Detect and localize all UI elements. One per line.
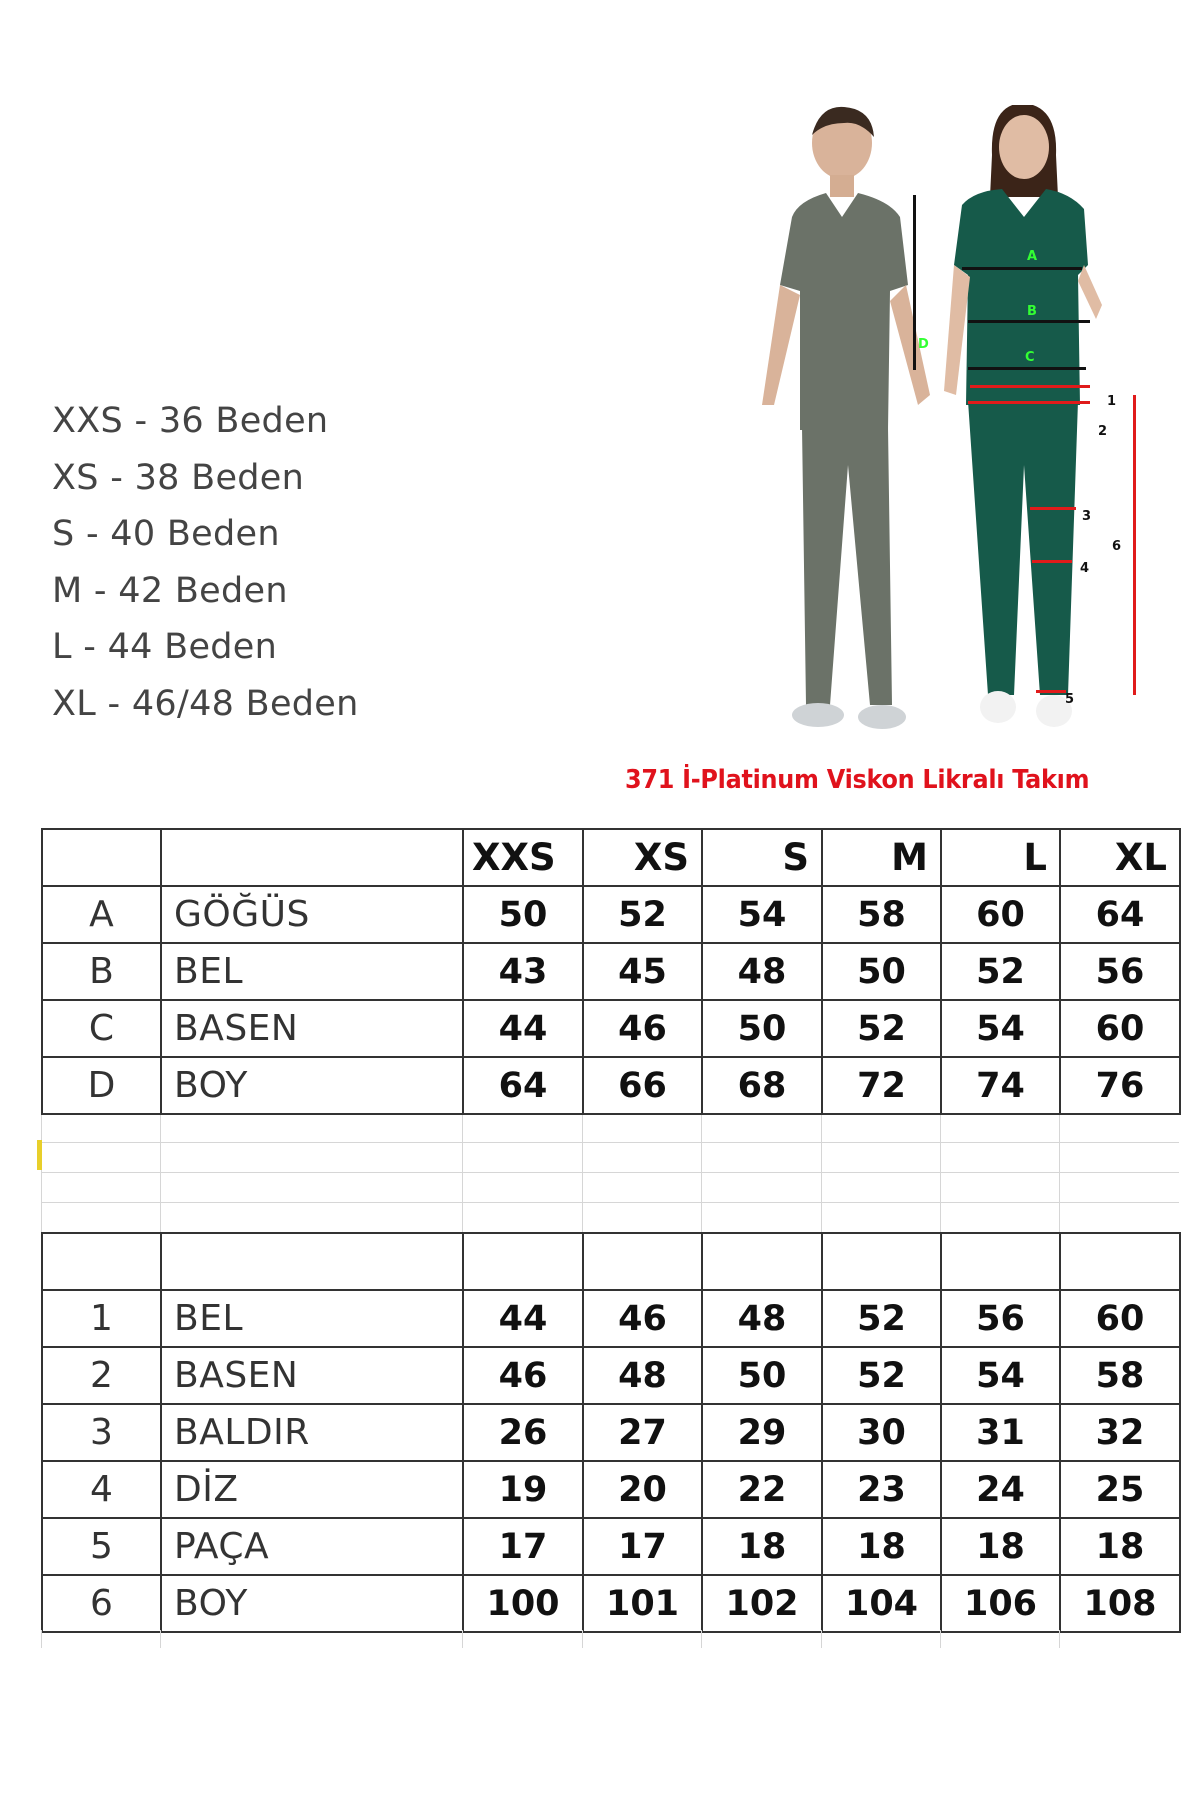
cell-value: 48 [702,1290,822,1347]
cell-value: 58 [822,886,941,943]
cell-value: 18 [941,1518,1060,1575]
gridline [160,1115,161,1232]
female-right-arm [1078,265,1102,319]
top-size-table [41,828,1181,1115]
cell-value: 64 [463,1057,583,1114]
row-name: BOY [161,1057,463,1114]
cell-value: 32 [1060,1404,1180,1461]
row-code: C [42,1000,161,1057]
table-row [42,1057,1180,1114]
cell-value: 43 [463,943,583,1000]
gridline [160,1630,161,1648]
table-row [42,1000,1180,1057]
row-name: BASEN [161,1347,463,1404]
cell-value: 48 [702,943,822,1000]
male-top [780,193,908,430]
cell-value: 44 [463,1290,583,1347]
cell-value: 58 [1060,1347,1180,1404]
gridline [701,1115,702,1232]
cell-value: 52 [941,943,1060,1000]
cell-value: 74 [941,1057,1060,1114]
measure-line-6 [1133,395,1136,695]
table-row [42,1575,1180,1632]
female-left-shoe [980,691,1016,723]
gridline [940,1115,941,1232]
cell-value: 102 [702,1575,822,1632]
header-blank [822,1233,941,1290]
table-header-row [42,829,1180,886]
marker-1: 1 [1107,394,1117,409]
row-code: D [42,1057,161,1114]
cell-value: 50 [463,886,583,943]
marker-d: D [918,337,929,352]
gridline [41,1115,42,1232]
trailing-gridlines [41,1630,1179,1648]
measure-line-1 [970,385,1090,388]
row-code: 2 [42,1347,161,1404]
table-row [42,1404,1180,1461]
bottom-size-table [41,1232,1181,1633]
gridline [41,1172,1179,1173]
cell-value: 54 [702,886,822,943]
table-row [42,943,1180,1000]
header-m: M [822,829,941,886]
cell-value: 50 [702,1000,822,1057]
gridline [462,1115,463,1232]
cell-value: 68 [702,1057,822,1114]
marker-5: 5 [1065,692,1075,707]
row-name: BASEN [161,1000,463,1057]
cell-value: 72 [822,1057,941,1114]
cell-value: 60 [1060,1000,1180,1057]
cell-value: 20 [583,1461,702,1518]
table-row [42,886,1180,943]
header-l: L [941,829,1060,886]
gridline [821,1630,822,1648]
measure-line-3 [1030,507,1076,510]
marker-3: 3 [1082,509,1092,524]
cell-value: 52 [583,886,702,943]
cell-value: 29 [702,1404,822,1461]
cell-value: 108 [1060,1575,1180,1632]
header-blank [941,1233,1060,1290]
cell-value: 52 [822,1347,941,1404]
female-head [999,115,1049,179]
cell-value: 60 [941,886,1060,943]
table-header-row [42,1233,1180,1290]
legend-line-s: S - 40 Beden [52,514,280,554]
cell-value: 17 [463,1518,583,1575]
header-xxs: XXS [463,829,583,886]
cell-value: 66 [583,1057,702,1114]
spreadsheet-gridlines [41,1115,1179,1232]
cell-value: 46 [583,1000,702,1057]
cell-value: 50 [822,943,941,1000]
male-right-shoe [858,705,906,729]
measure-line-d [913,195,916,370]
row-name: PAÇA [161,1518,463,1575]
cell-value: 54 [941,1000,1060,1057]
active-cell-marker [37,1140,42,1170]
cell-value: 54 [941,1347,1060,1404]
table-row [42,1347,1180,1404]
header-blank-code [42,829,161,886]
legend-line-xs: XS - 38 Beden [52,457,305,498]
header-blank [1060,1233,1180,1290]
row-name: BEL [161,943,463,1000]
cell-value: 50 [702,1347,822,1404]
table-row [42,1461,1180,1518]
legend-line-m: M - 42 Beden [52,570,288,611]
table-row [42,1290,1180,1347]
header-blank-name [161,829,463,886]
cell-value: 22 [702,1461,822,1518]
cell-value: 60 [1060,1290,1180,1347]
legend-line-l: L - 44 Beden [52,627,278,667]
cell-value: 48 [583,1347,702,1404]
cell-value: 44 [463,1000,583,1057]
row-code: 4 [42,1461,161,1518]
cell-value: 31 [941,1404,1060,1461]
row-name: BOY [161,1575,463,1632]
marker-a: A [1027,249,1038,264]
male-pants [802,427,892,705]
marker-b: B [1027,304,1037,319]
gridline [1059,1630,1060,1648]
cell-value: 18 [1060,1518,1180,1575]
header-blank [161,1233,463,1290]
header-s: S [702,829,822,886]
size-legend [52,393,359,732]
male-left-shoe [792,703,844,727]
gridline [582,1630,583,1648]
gridline [41,1202,1179,1203]
measure-line-5 [1036,690,1066,693]
row-name: BALDIR [161,1404,463,1461]
cell-value: 104 [822,1575,941,1632]
header-xs: XS [583,829,702,886]
female-top [954,189,1088,405]
row-name: BEL [161,1290,463,1347]
row-name: GÖĞÜS [161,886,463,943]
female-pants [968,401,1078,695]
cell-value: 100 [463,1575,583,1632]
row-code: B [42,943,161,1000]
marker-c: C [1025,350,1035,365]
scrubs-models-figure [740,105,1160,770]
measure-line-b [968,320,1090,323]
cell-value: 26 [463,1404,583,1461]
cell-value: 18 [822,1518,941,1575]
cell-value: 76 [1060,1057,1180,1114]
row-code: 3 [42,1404,161,1461]
cell-value: 106 [941,1575,1060,1632]
table-row [42,1518,1180,1575]
marker-6: 6 [1112,539,1122,554]
gridline [821,1115,822,1232]
gridline [41,1142,1179,1143]
row-code: 5 [42,1518,161,1575]
cell-value: 45 [583,943,702,1000]
cell-value: 46 [583,1290,702,1347]
gridline [582,1115,583,1232]
female-left-arm [944,265,970,395]
cell-value: 30 [822,1404,941,1461]
models-illustration [740,105,1160,770]
cell-value: 101 [583,1575,702,1632]
cell-value: 17 [583,1518,702,1575]
cell-value: 24 [941,1461,1060,1518]
male-neck [830,175,854,197]
cell-value: 52 [822,1290,941,1347]
male-left-arm [762,285,800,405]
gridline [1059,1115,1060,1232]
cell-value: 56 [941,1290,1060,1347]
male-model [762,107,930,729]
cell-value: 46 [463,1347,583,1404]
legend-line-xl: XL - 46/48 Beden [52,683,359,724]
gridline [940,1630,941,1648]
measure-line-2 [968,401,1090,404]
row-code: 1 [42,1290,161,1347]
cell-value: 64 [1060,886,1180,943]
measure-line-c [968,367,1086,370]
female-model [944,105,1102,727]
gridline [701,1630,702,1648]
measure-line-a [962,267,1082,270]
cell-value: 27 [583,1404,702,1461]
header-xl: XL [1060,829,1180,886]
measure-line-4 [1032,560,1072,563]
marker-2: 2 [1098,424,1108,439]
row-code: 6 [42,1575,161,1632]
header-blank [583,1233,702,1290]
product-title: 371 İ-Platinum Viskon Likralı Takım [625,765,1090,795]
legend-line-xxs: XXS - 36 Beden [52,401,329,441]
header-blank [463,1233,583,1290]
marker-4: 4 [1080,561,1090,576]
cell-value: 23 [822,1461,941,1518]
row-name: DİZ [161,1461,463,1518]
cell-value: 25 [1060,1461,1180,1518]
header-blank [42,1233,161,1290]
cell-value: 52 [822,1000,941,1057]
cell-value: 18 [702,1518,822,1575]
gridline [41,1630,42,1648]
gridline [462,1630,463,1648]
row-code: A [42,886,161,943]
cell-value: 19 [463,1461,583,1518]
cell-value: 56 [1060,943,1180,1000]
header-blank [702,1233,822,1290]
